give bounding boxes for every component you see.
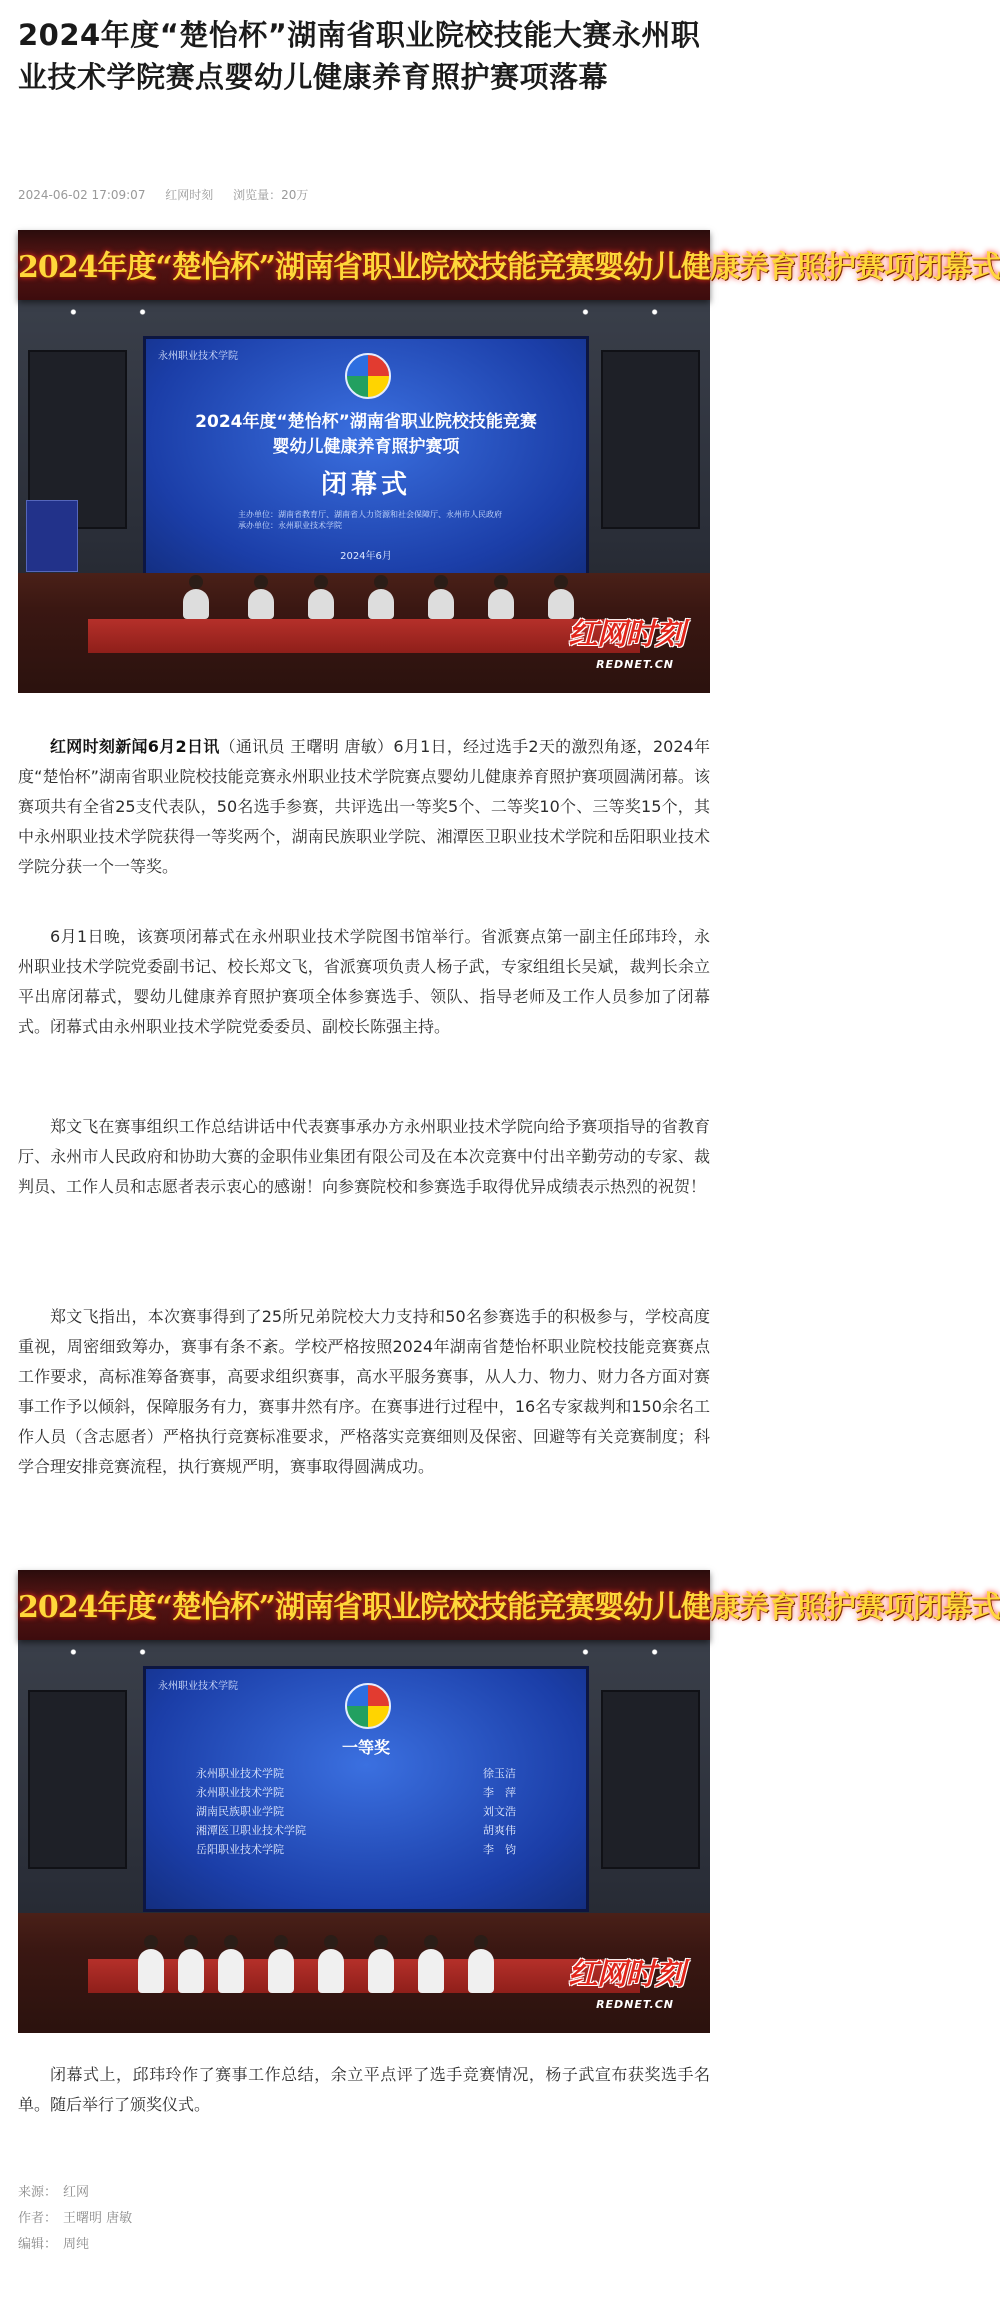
person bbox=[268, 1949, 294, 1993]
footer-author bbox=[18, 2206, 132, 2232]
screen-title-line1: 2024年度“楚怡杯”湖南省职业院校技能竞赛 bbox=[195, 412, 537, 432]
ceremony-banner bbox=[18, 1570, 1000, 1640]
person bbox=[418, 1949, 444, 1993]
footer-source bbox=[18, 2180, 132, 2206]
ceremony-banner bbox=[18, 230, 1000, 300]
article-title: 2024年度“楚怡杯”湖南省职业院校技能大赛永州职业技术学院赛点婴幼儿健康养育照护赛项落幕 bbox=[18, 18, 701, 94]
award-name: 胡爽伟 bbox=[483, 1824, 516, 1837]
screen-school-name: 永州职业技术学院 bbox=[158, 1681, 238, 1692]
footer-editor-value: 周纯 bbox=[63, 2237, 90, 2252]
paragraph-2 bbox=[18, 922, 710, 1042]
person bbox=[183, 589, 209, 619]
award-row bbox=[196, 1841, 536, 1860]
award-row bbox=[196, 1803, 536, 1822]
screen-school-name: 永州职业技术学院 bbox=[158, 351, 238, 362]
award-row bbox=[196, 1822, 536, 1841]
publish-date: 2024-06-02 17:09:07 bbox=[18, 188, 146, 202]
award-title: 一等奖 bbox=[341, 1738, 390, 1757]
paragraph-3 bbox=[18, 1112, 710, 1202]
standee bbox=[26, 500, 78, 572]
award-name: 刘文浩 bbox=[483, 1805, 516, 1818]
source-label: 红网时刻 bbox=[165, 188, 214, 202]
screen-date: 2024年6月 bbox=[340, 551, 392, 562]
rednet-watermark-logo: 红网时刻 bbox=[568, 1957, 684, 1992]
person bbox=[178, 1949, 204, 1993]
screen-organizers bbox=[238, 509, 502, 531]
dateline: 红网时刻新闻6月2日讯 bbox=[50, 737, 220, 756]
screen-organizer-host: 主办单位：湖南省教育厅、湖南省人力资源和社会保障厅、永州市人民政府 bbox=[238, 510, 502, 519]
person bbox=[368, 589, 394, 619]
right-side-screen bbox=[601, 1690, 700, 1869]
paragraph-1-text: （通讯员 王曙明 唐敏）6月1日，经过选手2天的激烈角逐，2024年度“楚怡杯”湖南省职业院校技能竞赛永州职业技术学院赛点婴幼儿健康养育照护赛项圆满闭幕。该赛项共有全省25支代表队，50名选手参赛，共评选出一等奖5个、二等奖10个、三等奖15个，其中永州职业技术学院获得一等奖两个，湖南民族职业学院、湘潭医卫职业技术学院和岳阳职业技术学院分获一个一等奖。 bbox=[18, 737, 710, 876]
award-school: 湖南民族职业学院 bbox=[196, 1805, 284, 1818]
award-school: 湘潭医卫职业技术学院 bbox=[196, 1824, 306, 1837]
footer-author-value: 王曙明 唐敏 bbox=[63, 2211, 133, 2226]
banner-text: 2024年度“楚怡杯”湖南省职业院校技能竞赛婴幼儿健康养育照护赛项闭幕式 bbox=[18, 250, 1000, 285]
person bbox=[248, 589, 274, 619]
left-side-screen bbox=[28, 1690, 127, 1869]
paragraph-4-text: 郑文飞指出，本次赛事得到了25所兄弟院校大力支持和50名参赛选手的积极参与，学校高度重视，周密细致筹办，赛事有条不紊。学校严格按照2024年湖南省楚怡杯职业院校技能竞赛赛点工作要求，高标准筹备赛事，高要求组织赛事，高水平服务赛事，从人力、物力、财力各方面对赛事工作予以倾斜，保障服务有力，赛事井然有序。在赛事进行过程中，16名专家裁判和150余名工作人员（含志愿者）严格执行竞赛标准要求，严格落实竞赛细则及保密、回避等有关竞赛制度；科学合理安排竞赛流程，执行赛规严明，赛事取得圆满成功。 bbox=[18, 1307, 710, 1476]
award-name: 李 钧 bbox=[483, 1843, 516, 1856]
award-row bbox=[196, 1765, 536, 1784]
banner-text: 2024年度“楚怡杯”湖南省职业院校技能竞赛婴幼儿健康养育照护赛项闭幕式 bbox=[18, 1590, 1000, 1625]
article-photo-closing-ceremony[interactable] bbox=[18, 230, 1000, 693]
head-table bbox=[88, 619, 640, 653]
award-school: 永州职业技术学院 bbox=[196, 1767, 284, 1780]
rednet-watermark-url: REDNET.CN bbox=[596, 658, 674, 671]
article-meta bbox=[18, 186, 324, 203]
screen-title-line3: 闭幕式 bbox=[320, 470, 411, 500]
screen-title-line2: 婴幼儿健康养育照护赛项 bbox=[272, 437, 460, 457]
paragraph-2-text: 6月1日晚，该赛项闭幕式在永州职业技术学院图书馆举行。省派赛点第一副主任邱玮玲，永州职业技术学院党委副书记、校长郑文飞，省派赛项负责人杨子武，专家组组长吴斌，裁判长余立平出席闭幕式，婴幼儿健康养育照护赛项全体参赛选手、领队、指导老师及工作人员参加了闭幕式。闭幕式由永州职业技术学院党委委员、副校长陈强主持。 bbox=[18, 927, 710, 1036]
person bbox=[468, 1949, 494, 1993]
paragraph-3-text: 郑文飞在赛事组织工作总结讲话中代表赛事承办方永州职业技术学院向给予赛项指导的省教育厅、永州市人民政府和协助大赛的金职伟业集团有限公司及在本次竞赛中付出辛勤劳动的专家、裁判员、工作人员和志愿者表示衷心的感谢！向参赛院校和参赛选手取得优异成绩表示热烈的祝贺！ bbox=[18, 1117, 710, 1196]
award-row bbox=[196, 1784, 536, 1803]
paragraph-5 bbox=[18, 2060, 710, 2120]
person bbox=[428, 589, 454, 619]
footer-source-label: 来源： bbox=[18, 2185, 58, 2200]
competition-logo-icon bbox=[345, 353, 391, 399]
article-photo-award-ceremony[interactable] bbox=[18, 1570, 1000, 2033]
footer-author-label: 作者： bbox=[18, 2211, 58, 2226]
right-side-screen bbox=[601, 350, 700, 529]
person bbox=[368, 1949, 394, 1993]
rednet-watermark-logo: 红网时刻 bbox=[568, 617, 684, 652]
rednet-watermark-url: REDNET.CN bbox=[596, 1998, 674, 2011]
person bbox=[138, 1949, 164, 1993]
award-name: 徐玉洁 bbox=[483, 1767, 516, 1780]
projection-screen bbox=[143, 1666, 589, 1912]
award-list bbox=[196, 1765, 536, 1860]
paragraph-1 bbox=[18, 732, 710, 882]
award-school: 永州职业技术学院 bbox=[196, 1786, 284, 1799]
person bbox=[488, 589, 514, 619]
paragraph-4 bbox=[18, 1302, 710, 1482]
award-school: 岳阳职业技术学院 bbox=[196, 1843, 284, 1856]
projection-screen bbox=[143, 336, 589, 582]
footer-source-value: 红网 bbox=[63, 2185, 90, 2200]
head-table bbox=[88, 1959, 640, 1993]
paragraph-5-text: 闭幕式上，邱玮玲作了赛事工作总结，余立平点评了选手竞赛情况，杨子武宣布获奖选手名单。随后举行了颁奖仪式。 bbox=[18, 2065, 710, 2114]
ceiling-lights bbox=[18, 300, 710, 340]
person bbox=[318, 1949, 344, 1993]
footer-editor bbox=[18, 2232, 132, 2258]
person bbox=[308, 589, 334, 619]
footer-editor-label: 编辑： bbox=[18, 2237, 58, 2252]
award-name: 李 萍 bbox=[483, 1786, 516, 1799]
person bbox=[218, 1949, 244, 1993]
article-footer bbox=[18, 2180, 132, 2258]
view-count: 浏览量：20万 bbox=[233, 188, 309, 202]
screen-organizer-undertaker: 承办单位：永州职业技术学院 bbox=[238, 521, 342, 530]
competition-logo-icon bbox=[345, 1683, 391, 1729]
